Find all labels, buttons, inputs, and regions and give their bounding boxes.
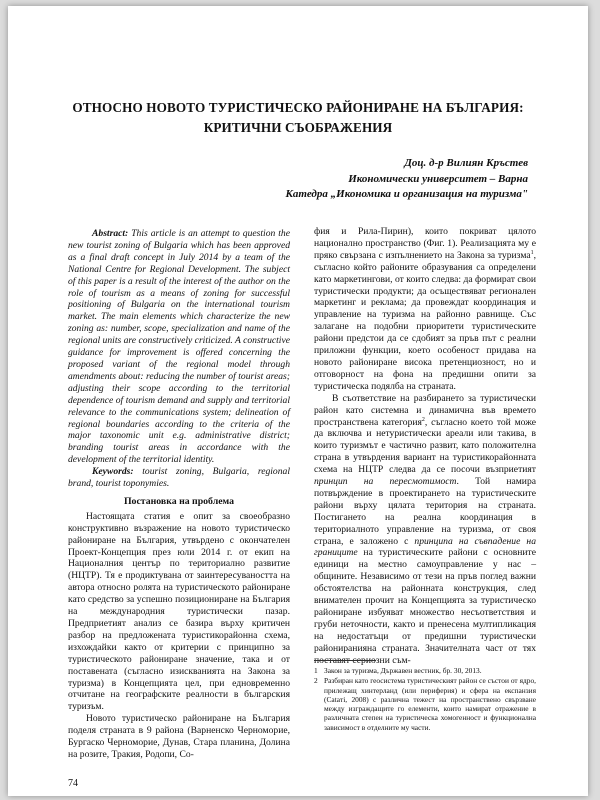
body-text: на туристическите райони с основните единици на местно самоуправление у нас – общините. Независимо от тези на пръв поглед важни обстоятелства на районната конструкция, след внимателен прочит на Концепцията за туристическо райониране избуяват множество несъответствия и груби неточности, както и пренесена мултипликация на недостатъци от предишни туристически райониранияна страната. Значителната част от тях поставят сериозни съм-: [314, 547, 536, 666]
body-text: фия и Рила-Пирин), които покриват цялото национално пространство (Фиг. 1). Реализацията му е пряко свързана с изпълнението на Закона за туризма: [314, 226, 536, 261]
keywords-label: Keywords:: [92, 466, 134, 478]
page-number: 74: [68, 778, 78, 789]
footnote-ref: 1: [530, 249, 534, 256]
body-text: , съгласно което той може да включва и нетуристически ареали или такива, в които туризмът е частично развит, като положителна страна в утвърдения вариант на туристикорайонната схема на НЦТР следва да се посочи възприетият: [314, 416, 536, 476]
title-line-2: КРИТИЧНИ СЪОБРАЖЕНИЯ: [203, 120, 393, 135]
author-block: [218, 156, 528, 203]
body-paragraph: [314, 393, 536, 667]
footnote: [314, 676, 536, 732]
footnote-text: Разбиран като геосистема туристическият район се състои от ядро, прилежащ хинтерланд (или периферия) и сфера на експанзия (Саtaтi, 2008) с различна тежест на пространствено свързване между изграждащите го елементи, които намират отражение в различната степен на туристическа хомогенност и функционална зависимост в отделните му части.: [324, 676, 536, 732]
left-column: [68, 228, 290, 761]
body-paragraph: Настоящата статия е опит за своеобразно конструктивно възражение на новото туристическо райониране на България, утвърдено с окончателен Проект-Концепция през юли 2014 г. от екип на Националния център по териториално развитие (НЦТР). Тя е продиктувана от заинтересуваността на автора относно ролята на туристическото райониране като средство за успешно позициониране на България на международния туристически пазар. Предприетият анализ се базира върху критичен разбор на предложената туристикорайонна схема, изхождайки както от критерии с принципно за туристическото райониране значение, така и от поставената (съгласно изискванията на Закона за туризма) в Концепцията цел, при едновременно отчитане на географските реалности в българския туризъм.: [68, 510, 290, 713]
footnote-text: Закон за туризма, Държавен вестник, бр. 30, 2013.: [324, 666, 482, 675]
emphasis-text: принцип на пересмотимост: [314, 476, 457, 488]
body-text: В съответствие на разбирането за туристически район като системна и динамична във времето пространствена категория: [314, 392, 536, 428]
author-name: Доц. д-р Вилиян Кръстев: [404, 157, 528, 169]
abstract-text: This article is an attempt to question the new tourist zoning of Bulgaria which has been approved as a final draft concept in July 2014 by a team of the National Centre for Regional Development. The subject of this paper is a result of the interest of the author on the role of tourism as a means of zoning for successful positioning of Bulgaria on the international tourism market. The main elements which characterize the new zoning as: number, scope, specialization and name of the regional units are constructively criticized. A constructive guidance for improvement is offered concerning the proposed variant of the regional model through amendments about: reducing the number of tourist areas; adjusting their scope according to the territorial dependence of tourism demand and supply and territorial relevance to the communications system; delineation of regional boundaries according to the criteria of the major taxonomic unit e.g. administrative district; branding tourist areas in accordance with the development of the territorial identity.: [68, 228, 290, 466]
footnotes: [314, 666, 536, 733]
abstract-label: Abstract:: [92, 228, 129, 239]
body-text: , съгласно който районите образувания са определени като маркетингови, от които следва: да формират свои туристически продукти; да осъществяват регионален маркетинг и реклама; да провеждат координация и управление на туризма на районно равнище. Със залагане на подобни приоритети туристическите райони предстои да се сдобият за пръв път с реални приложни функции, което особеност придава на новото райониране висока претенциозност, но и отговорност на фона на предишни опити за туристическа подялба на страната.: [314, 249, 536, 392]
author-institution: Икономически университет – Варна: [348, 172, 528, 185]
title-line-1: ОТНОСНО НОВОТО ТУРИСТИЧЕСКО РАЙОНИРАНЕ НА БЪЛГАРИЯ:: [72, 100, 524, 115]
body-paragraph: [314, 226, 536, 393]
document-page: [8, 6, 588, 796]
footnote: [314, 666, 536, 675]
emphasis-text: принципа на съвпадение на границите: [314, 535, 536, 559]
author-department: Катедра „Икономика и организация на туризма": [285, 188, 528, 200]
footnote-ref: 2: [421, 416, 425, 423]
right-column: [314, 226, 536, 667]
article-title: [48, 98, 548, 138]
body-text: . Той намира потвърждение в проектирането на туристическите райони върху цялата територия на страната. Постигането на реална координация в териториалното управление на туризма, от своя страна, е заложено с: [314, 476, 536, 547]
keywords: [68, 466, 290, 490]
body-paragraph: Новото туристическо райониране на България поделя страната в 9 района (Варненско Черноморие, Бургаско Черноморие, Дунав, Стара планина, Долина на розите, Тракия, Родопи, Со-: [68, 713, 290, 760]
section-heading: Постановка на проблема: [123, 495, 235, 507]
keywords-text: tourist zoning, Bulgaria, regional brand, tourist toponymies.: [68, 466, 290, 490]
footnote-number: 1: [314, 666, 318, 675]
abstract: [68, 228, 290, 466]
footnote-divider: [314, 660, 376, 661]
footnote-number: 2: [314, 676, 318, 686]
